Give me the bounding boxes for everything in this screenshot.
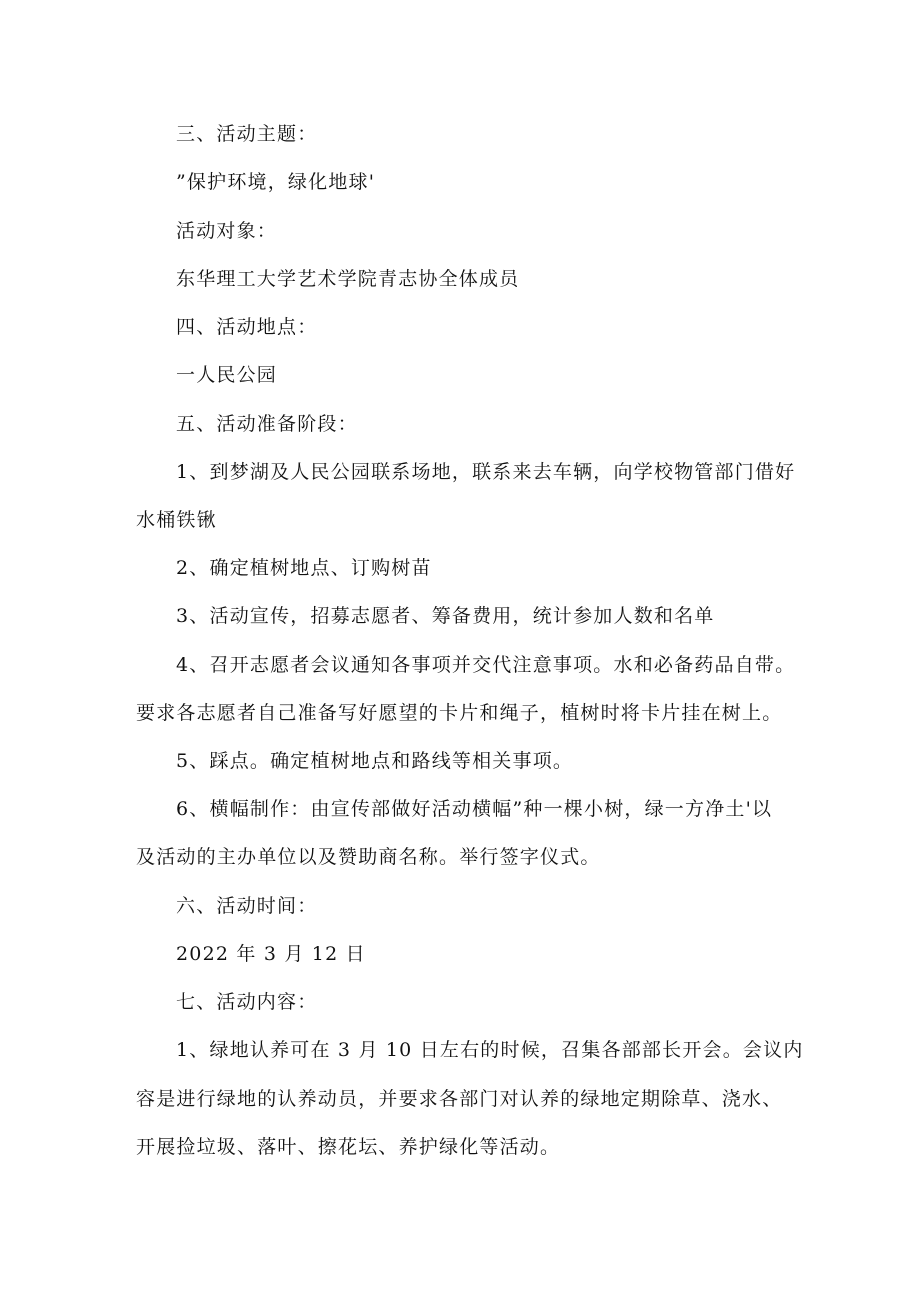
prep-item-4-line1: 4、召开志愿者会议通知各事项并交代注意事项。水和必备药品自带。 [176,654,796,676]
prep-item-1-line1: 1、到梦湖及人民公园联系场地，联系来去车辆，向学校物管部门借好 [176,461,796,483]
content-item-1-line3: 开展捡垃圾、落叶、擦花坛、养护绿化等活动。 [136,1136,561,1158]
prep-item-6-line1: 6、横幅制作：由宣传部做好活动横幅”种一棵小树，绿一方净土'以 [176,798,773,820]
date-text: 2022 年 3 月 12 日 [176,943,366,965]
audience-label: 活动对象： [176,220,278,242]
prep-item-2: 2、确定植树地点、订购树苗 [176,557,432,579]
location-text: 一人民公园 [176,364,278,386]
prep-item-3: 3、活动宣传，招募志愿者、筹备费用，统计参加人数和名单 [176,605,715,627]
prep-item-5: 5、踩点。确定植树地点和路线等相关事项。 [176,750,574,772]
prep-item-6-line2: 及活动的主办单位以及赞助商名称。举行签字仪式。 [136,846,601,868]
section7-heading: 七、活动内容： [176,991,318,1013]
content-item-1-line1: 1、绿地认养可在 3 月 10 日左右的时候，召集各部部长开会。会议内 [176,1039,804,1061]
audience-text: 东华理工大学艺术学院青志协全体成员 [176,268,520,290]
section3-heading: 三、活动主题： [176,123,318,145]
section6-heading: 六、活动时间： [176,895,318,917]
theme-text: ”保护环境，绿化地球' [176,171,376,193]
content-item-1-line2: 容是进行绿地的认养动员，并要求各部门对认养的绿地定期除草、浇水、 [136,1088,783,1110]
section5-heading: 五、活动准备阶段： [176,413,358,435]
section4-heading: 四、活动地点： [176,316,318,338]
prep-item-4-line2: 要求各志愿者自己准备写好愿望的卡片和绳子，植树时将卡片挂在树上。 [136,702,783,724]
prep-item-1-line2: 水桶铁锹 [136,509,217,531]
